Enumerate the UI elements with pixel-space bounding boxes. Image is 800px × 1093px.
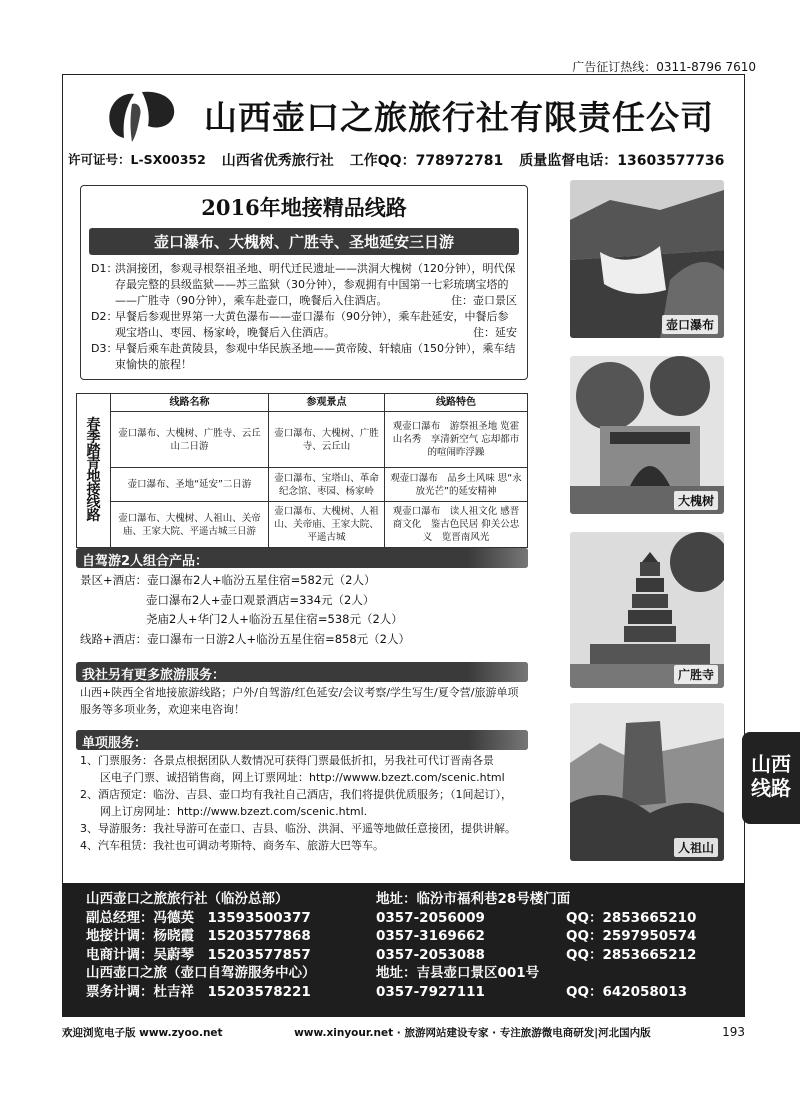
day-text: 早餐后参观世界第一大黄色瀑布——壶口瀑布（90分钟），乘车赴延安，中餐后参观宝塔山、枣园、杨家岭，晚餐后入住酒店。 [115,310,509,339]
selfdrive-list [80,571,520,649]
ad-hotline: 广告征订热线：0311-8796 7610 [572,60,756,74]
list-item: 3、导游服务：我社导游可在壶口、吉县、临汾、洪洞、平遥等地做任意接团，提供讲解。 [80,822,516,835]
footer-mid: www.xinyour.net · 旅游网站建设专家 · 专注旅游微电商研发|河北国内版 [294,1027,651,1039]
day-label: D2： [91,310,118,323]
route-feature-cell: 观壶口瀑布 游祭祖圣地 览霍山名秀 享清新空气 忘却都市的喧闹昨浮躁 [385,412,528,468]
company-name: 山西壶口之旅旅行社有限责任公司 [204,98,714,137]
branch-address: 地址：吉县壶口景区001号 [376,965,540,981]
more-services-title: 我社另有更多旅游服务： [76,662,528,682]
hq-row [86,890,721,909]
route-name-cell: 壶口瀑布、圣地“延安”二日游 [111,468,269,502]
contact-role: 副总经理：冯德英 13593500377 [86,909,311,926]
single-services-list [80,752,530,854]
hq-address: 地址：临汾市福利巷28号楼门面 [376,891,571,907]
list-item [80,630,520,650]
list-item: 区电子门票、诚招销售商，网上订票网址：http://wwww.bzezt.com/scenic.html [100,771,505,784]
branch-row [86,964,721,983]
list-item: 壶口瀑布2人+壶口观景酒店=334元（2人） [146,592,375,607]
page-footer [62,1025,745,1040]
contact-row [86,909,721,928]
license-number: 许可证号：L-SX00352 [68,152,206,167]
list-item: 1、门票服务：各景点根据团队人数情况可获得门票最低折扣，另我社可代订晋南各景 [80,754,494,767]
company-info-row [68,150,744,170]
contact-qq: QQ：642058013 [566,983,687,1000]
photo-caption: 大槐树 [674,491,718,510]
day-label: D3： [91,342,118,355]
day-text: 早餐后乘车赴黄陵县，参观中华民族圣地——黄帝陵、轩辕庙（150分钟），乘车结束愉快的旅程！ [115,342,516,371]
route-feature-cell: 观壶口瀑布 品乡土风味 思“永放光芒”的延安精神 [385,468,528,502]
table-row [77,502,528,548]
photo-guangsheng-temple [570,532,724,688]
contact-qq: QQ：2597950574 [566,928,697,944]
contact-row [86,946,721,965]
contact-role: 地接计调：杨晓霞 15203577868 [86,928,311,944]
route-spots-cell: 壶口瀑布、宝塔山、革命纪念馆、枣园、杨家岭 [269,468,385,502]
list-text: 壶口瀑布一日游2人+临汾五星住宿=858元（2人） [147,631,410,646]
route-title: 2016年地接精品线路 [201,195,407,220]
table-header: 线路特色 [385,394,528,412]
route-feature-cell: 观壶口瀑布 读人祖文化 感晋商文化 鉴古色民居 仰关公忠义 览晋南风光 [385,502,528,548]
list-item [80,571,520,591]
route-name-cell: 壶口瀑布、大槐树、广胜寺、云丘山二日游 [111,412,269,468]
list-prefix: 线路+酒店： [80,631,148,646]
selfdrive-title: 自驾游2人组合产品： [76,548,528,568]
day-label: D1： [91,262,118,275]
hq-name: 山西壶口之旅旅行社（临汾总部） [86,891,289,907]
list-item: 4、汽车租赁：我社也可调动考斯特、商务车、旅游大巴等车。 [80,839,384,852]
branch-name: 山西壶口之旅（壶口自驾游服务中心） [86,965,316,981]
spring-label: 春季踏青地接线路 [77,394,111,548]
work-qq: 工作QQ：778972781 [349,153,504,169]
photo-renzu-mountain [570,703,724,861]
side-category-tab: 山西线路 [742,732,800,824]
day-stay: 住：壶口景区 [451,294,517,307]
route-name-cell: 壶口瀑布、大槐树、人祖山、关帝庙、王家大院、平遥古城三日游 [111,502,269,548]
route-spots-cell: 壶口瀑布、大槐树、广胜寺、云丘山 [269,412,385,468]
list-item: 尧庙2人+华门2人+临汾五星住宿=538元（2人） [146,612,403,626]
single-services-title: 单项服务： [76,730,528,750]
table-header: 参观景点 [269,394,385,412]
contact-tel: 0357-2053088 [376,946,485,963]
company-logo-icon [102,86,182,146]
photo-caption: 广胜寺 [674,665,718,684]
featured-route-box [80,185,528,380]
photo-caption: 壶口瀑布 [662,315,718,334]
footer-left: 欢迎浏览电子版 www.zyoo.net [62,1027,223,1039]
list-item: 2、酒店预定：临汾、吉县、壶口均有我社自己酒店，我们将提供优质服务；（1间起订）， [80,788,512,801]
photo-caption: 人祖山 [674,838,718,857]
contact-tel: 0357-7927111 [376,983,485,1000]
route-subtitle: 壶口瀑布、大槐树、广胜寺、圣地延安三日游 [89,228,519,255]
more-services-text: 山西+陕西全省地接旅游线路；户外/自驾游/红色延安/会议考察/学生写生/夏令营/旅游单项服务等多项业务，欢迎来电咨询！ [80,686,519,716]
table-row [77,468,528,502]
contact-row [86,983,721,1002]
contact-qq: QQ：2853665212 [566,946,697,963]
contact-role: 电商计调：吴蔚琴 15203577857 [86,946,311,963]
photo-hukou-waterfall [570,180,724,338]
route-spots-cell: 壶口瀑布、大槐树、人祖山、关帝庙、王家大院、平遥古城 [269,502,385,548]
award-text: 山西省优秀旅行社 [221,153,334,169]
table-header: 线路名称 [111,394,269,412]
contact-tel: 0357-3169662 [376,928,485,944]
list-prefix: 景区+酒店： [80,573,148,587]
itinerary [91,261,517,373]
spring-routes-table [76,393,528,548]
itinerary-day [91,341,517,373]
page-number: 193 [722,1025,745,1039]
contact-panel [62,883,745,1017]
photo-big-locust-tree [570,356,724,514]
company-header [64,78,744,172]
contact-role: 票务计调：杜吉祥 15203578221 [86,983,311,1000]
contact-tel: 0357-2056009 [376,909,485,926]
itinerary-day [91,309,517,341]
itinerary-day [91,261,517,309]
contact-row [86,927,721,946]
day-text: 洪洞接团，参观寻根祭祖圣地、明代迁民遗址——洪洞大槐树（120分钟），明代保存最完整的县级监狱——苏三监狱（30分钟），参观拥有中国第一七彩琉璃宝塔的——广胜寺（90分钟），乘车赴壶口，晚餐后入住酒店。 [115,262,516,307]
supervision-phone: 质量监督电话：13603577736 [519,153,725,169]
list-item: 网上订房网址：http://www.bzezt.com/scenic.html. [100,805,368,818]
list-text: 壶口瀑布2人+临汾五星住宿=582元（2人） [147,573,376,587]
contact-qq: QQ：2853665210 [566,909,697,926]
day-stay: 住：延安 [473,326,517,339]
table-row [77,412,528,468]
